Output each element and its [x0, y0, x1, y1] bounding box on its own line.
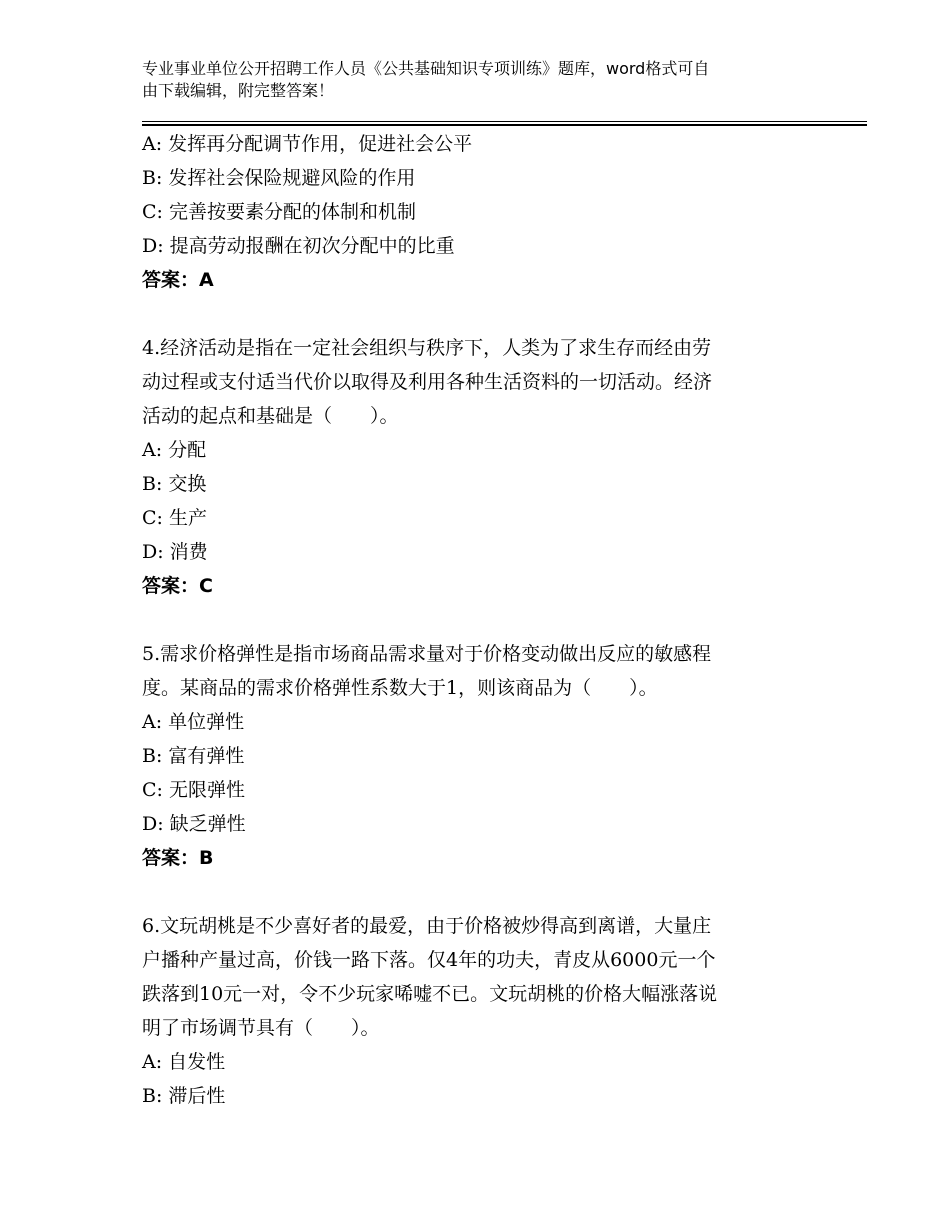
header-title-line-2: 由下载编辑，附完整答案！ — [142, 81, 335, 100]
option-d: D: 提高劳动报酬在初次分配中的比重 — [142, 235, 455, 257]
question-stem-line: 6.文玩胡桃是不少喜好者的最爱，由于价格被炒得高到离谱，大量庄 — [142, 915, 712, 937]
question-stem-line: 度。某商品的需求价格弹性系数大于1，则该商品为（ ）。 — [142, 677, 658, 699]
option-b: B: 发挥社会保险规避风险的作用 — [142, 167, 416, 189]
option-c: C: 完善按要素分配的体制和机制 — [142, 201, 416, 223]
question-stem-line: 4.经济活动是指在一定社会组织与秩序下，人类为了求生存而经由劳 — [142, 337, 712, 359]
question-6-block — [142, 909, 812, 1113]
option-d: D: 消费 — [142, 541, 208, 563]
question-3-block — [142, 127, 812, 297]
question-stem-line: 动过程或支付适当代价以取得及利用各种生活资料的一切活动。经济 — [142, 371, 713, 393]
option-b: B: 富有弹性 — [142, 745, 245, 767]
spacer — [142, 297, 812, 331]
option-a: A: 自发性 — [142, 1051, 226, 1073]
question-stem-line: 明了市场调节具有（ ）。 — [142, 1017, 380, 1039]
option-a: A: 单位弹性 — [142, 711, 245, 733]
option-b: B: 滞后性 — [142, 1085, 226, 1107]
spacer — [142, 603, 812, 637]
question-stem-line: 户播种产量过高，价钱一路下落。仅4年的功夫，青皮从6000元一个 — [142, 949, 716, 971]
question-4-block — [142, 331, 812, 603]
option-d: D: 缺乏弹性 — [142, 813, 246, 835]
document-header — [142, 58, 822, 102]
spacer — [142, 875, 812, 909]
header-title-line-1: 专业事业单位公开招聘工作人员《公共基础知识专项训练》题库，word格式可自 — [142, 59, 710, 78]
answer-label: 答案：C — [142, 575, 213, 597]
header-divider — [142, 121, 867, 126]
question-stem-line: 5.需求价格弹性是指市场商品需求量对于价格变动做出反应的敏感程 — [142, 643, 712, 665]
answer-label: 答案：B — [142, 847, 214, 869]
question-content — [142, 127, 812, 1113]
question-5-block — [142, 637, 812, 875]
option-b: B: 交换 — [142, 473, 207, 495]
option-a: A: 发挥再分配调节作用，促进社会公平 — [142, 133, 473, 155]
answer-label: 答案：A — [142, 269, 214, 291]
option-c: C: 生产 — [142, 507, 207, 529]
option-c: C: 无限弹性 — [142, 779, 245, 801]
option-a: A: 分配 — [142, 439, 207, 461]
question-stem-line: 跌落到10元一对，令不少玩家唏嘘不已。文玩胡桃的价格大幅涨落说 — [142, 983, 718, 1005]
question-stem-line: 活动的起点和基础是（ ）。 — [142, 405, 399, 427]
